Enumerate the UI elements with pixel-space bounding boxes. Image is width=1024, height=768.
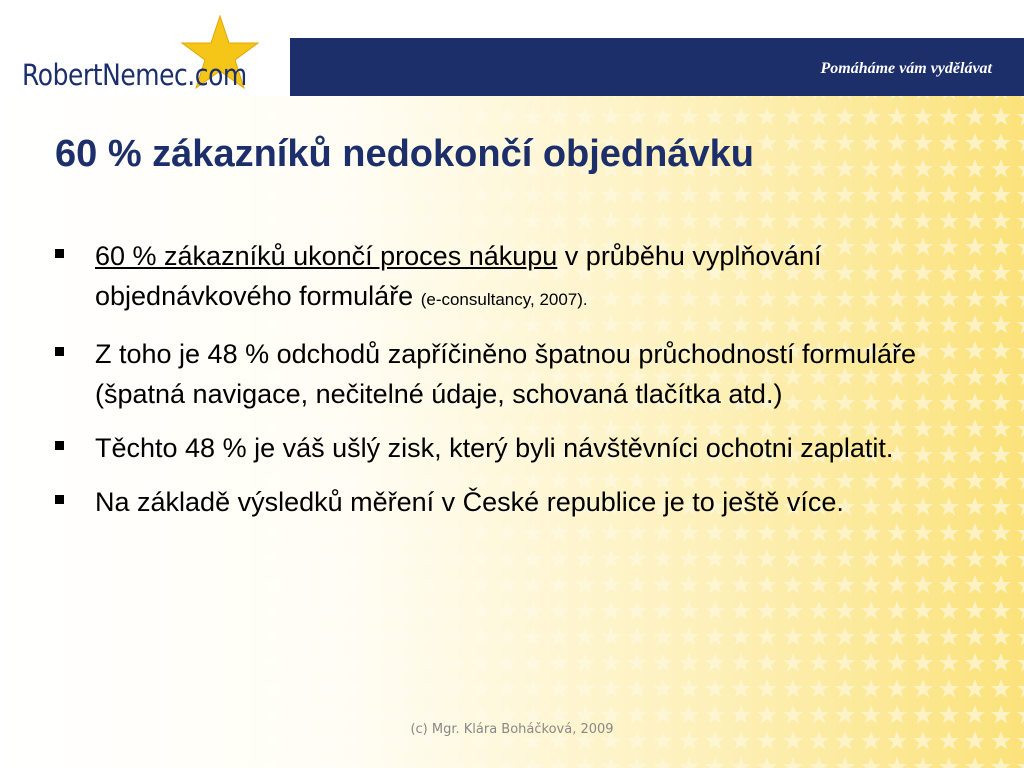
- bullet-square-icon: [55, 495, 64, 504]
- bullet-item: [55, 236, 935, 320]
- logo[interactable]: RobertNemec.com: [22, 58, 247, 92]
- footer-copyright: (c) Mgr. Klára Boháčková, 2009: [410, 722, 614, 737]
- bullet-square-icon: [55, 249, 64, 258]
- tagline: Pomáháme vám vydělávat: [820, 60, 992, 77]
- bullet-text: Těchto 48 % je váš ušlý zisk, který byli návštěvníci ochotni zaplatit.: [95, 433, 894, 463]
- bullet-underlined-text: 60 % zákazníků ukončí proces nákupu: [95, 241, 558, 271]
- bullet-text: Z toho je 48 % odchodů zapříčiněno špatnou průchodností formuláře (špatná navigace, nečitelné údaje, schovaná tlačítka atd.): [95, 339, 917, 409]
- bullet-item: [55, 334, 935, 414]
- bullet-square-icon: [55, 441, 64, 450]
- bullet-item: [55, 428, 935, 468]
- bullet-text: Na základě výsledků měření v České republice je to ještě více.: [95, 487, 844, 517]
- bullet-list: [55, 236, 935, 536]
- bullet-item: [55, 482, 935, 522]
- bullet-square-icon: [55, 347, 64, 356]
- page-title: 60 % zákazníků nedokončí objednávku: [55, 133, 754, 175]
- bullet-source: (e-consultancy, 2007).: [420, 290, 588, 309]
- bullet-text: v průběhu vyplňování objednávkového formuláře: [95, 241, 822, 311]
- header-top-strip: [0, 0, 1024, 38]
